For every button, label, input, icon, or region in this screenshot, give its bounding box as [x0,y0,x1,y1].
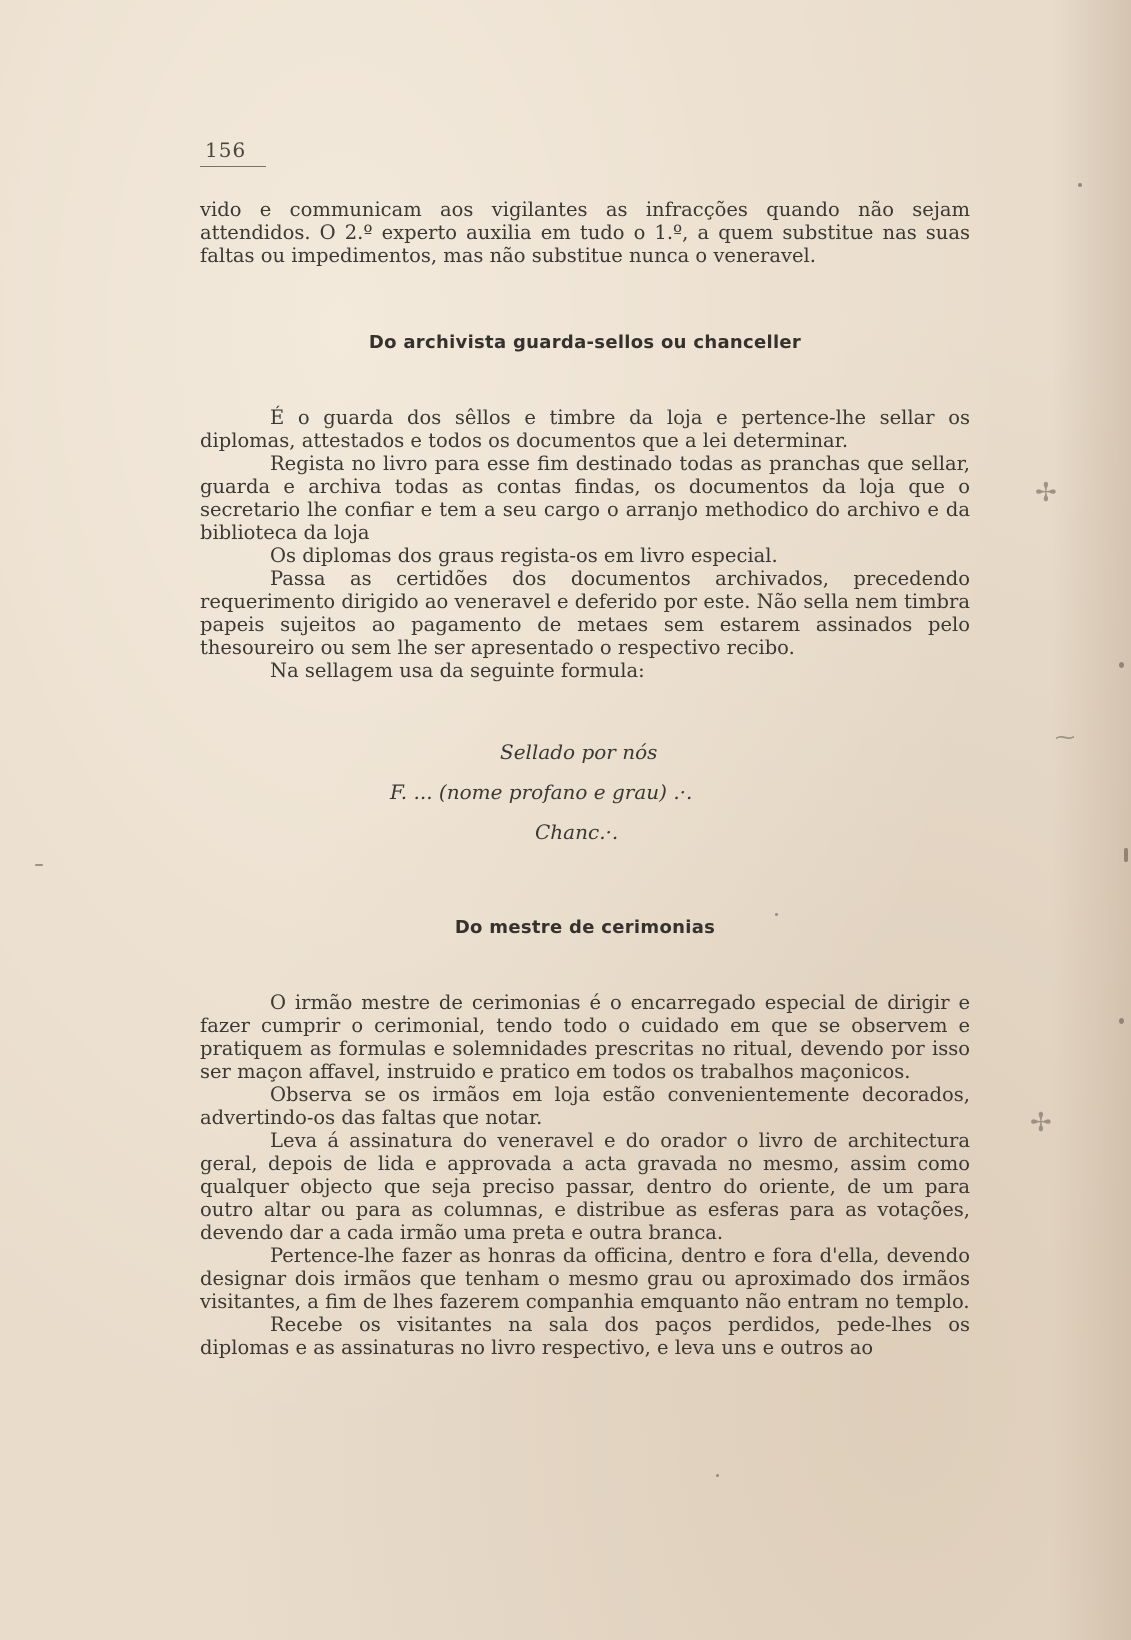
section-heading-mestre-cerimonias: Do mestre de cerimonias [454,917,716,938]
paragraph: Passa as certidões dos documentos archivados, precedendo requerimento dirigido ao veneravel e deferido por este. Não sella nem timbra papeis sujeitos ao pagamento de metaes sem estarem assinados pelo thesoureiro ou sem lhe ser apresentado o respectivo recibo. [200,567,970,659]
section-heading-chanceller: Do archivista guarda-sellos ou chanceller [368,332,802,353]
paragraph: Na sellagem usa da seguinte formula: [270,659,645,682]
formula-line: Chanc.·. [535,820,619,844]
paragraph: Pertence-lhe fazer as honras da officina, dentro e fora d'ella, devendo designar dois irmãos que tenham o mesmo grau ou aproximado dos irmãos visitantes, a fim de lhes fazerem companhia emquanto não entram no templo. [200,1244,970,1313]
paragraph: Leva á assinatura do veneravel e do orador o livro de architectura geral, depois de lida e approvada a acta gravada no mesmo, assim como qualquer objecto que seja preciso passar, dentro do oriente, de um para outro altar ou para as columnas, e distribue as esferas para as votações, devendo dar a cada irmão uma preta e outra branca. [200,1129,970,1244]
formula-line: Sellado por nós [500,740,658,764]
paragraph: O irmão mestre de cerimonias é o encarregado especial de dirigir e fazer cumprir o cerimonial, tendo todo o cuidado em que se observem e pratiquem as formulas e solemnidades prescritas no ritual, devendo por isso ser maçon affavel, instruido e pratico em todos os trabalhos maçonicos. [200,991,970,1083]
page-number: 156 [205,138,247,162]
paragraph: Regista no livro para esse fim destinado todas as pranchas que sellar, guarda e archiva todas as contas findas, os documentos da loja que o secretario lhe confiar e tem a seu cargo o arranjo methodico do archivo e da biblioteca da loja [200,452,970,544]
ink-blot-icon: ✢ [1035,478,1057,508]
paragraph-continuation: vido e communicam aos vigilantes as infracções quando não sejam attendidos. O 2.º experto auxilia em tudo o 1.º, a quem substitue nas suas faltas ou impedimentos, mas não substitue nunca o veneravel. [200,198,970,267]
ink-blot-icon: ✢ [1030,1108,1052,1138]
paragraph: Recebe os visitantes na sala dos paços perdidos, pede-lhes os diplomas e as assinaturas no livro respectivo, e leva uns e outros ao [200,1313,970,1359]
text-column [200,198,970,1359]
paragraph: Os diplomas dos graus regista-os em livro especial. [270,544,778,567]
paper-speck [35,864,43,866]
page-number-rule [200,166,266,167]
paragraph: É o guarda dos sêllos e timbre da loja e pertence-lhe sellar os diplomas, attestados e todos os documentos que a lei determinar. [200,406,970,452]
ink-blot-icon: ⁓ [1055,725,1075,749]
paper-speck [716,1474,719,1477]
paper-speck [1119,662,1124,668]
paper-speck [1119,1018,1124,1024]
paper-speck [1078,183,1082,187]
seal-formula [200,732,970,852]
formula-line: F. ... (nome profano e grau) .·. [390,780,693,804]
paragraph: Observa se os irmãos em loja estão convenientemente decorados, advertindo-os das faltas que notar. [200,1083,970,1129]
paper-speck [775,913,778,916]
paper-speck [1124,848,1128,862]
